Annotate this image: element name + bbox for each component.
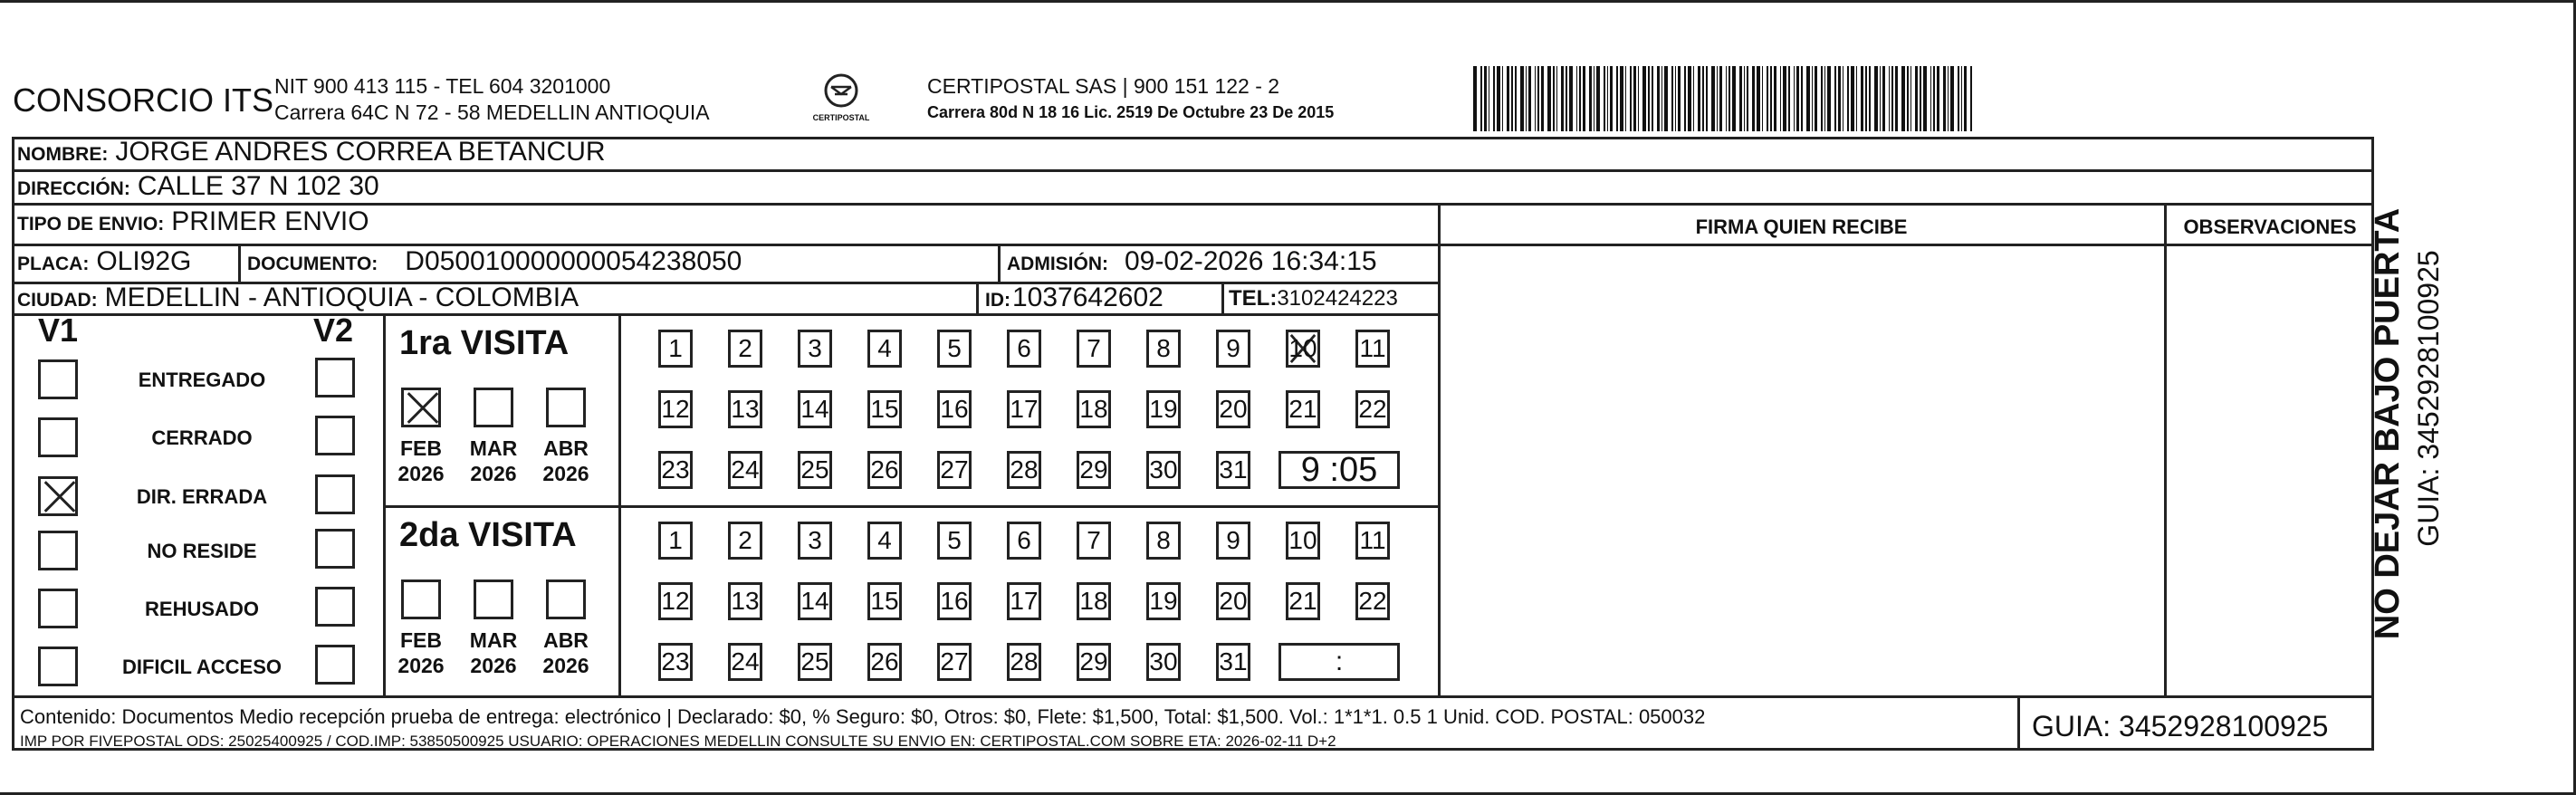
placa-row: [17, 246, 191, 277]
day-box[interactable]: 13: [728, 390, 762, 428]
month-checkbox[interactable]: [474, 388, 513, 427]
tel-value: 3102424223: [1277, 286, 1398, 311]
day-box[interactable]: 22: [1355, 390, 1390, 428]
day-box[interactable]: 20: [1216, 582, 1250, 620]
day-box[interactable]: 23: [658, 643, 693, 681]
footer-guia: GUIA: 3452928100925: [2032, 710, 2329, 742]
footer-imp-line: IMP POR FIVEPOSTAL ODS: 25025400925 / COD.IMP: 53850500925 USUARIO: OPERACIONES MEDELLIN CONSULTE SU ENVIO EN: CERTIPOSTAL.COM SOBRE ETA: 2026-02-11 D+2: [20, 733, 1336, 750]
ciudad-label: CIUDAD:: [17, 290, 98, 311]
day-box[interactable]: 6: [1007, 330, 1041, 368]
year-label: 2026: [397, 654, 445, 677]
status-label: REHUSADO: [145, 598, 259, 620]
v1-checkbox[interactable]: [38, 417, 78, 457]
admision-label: ADMISIÓN:: [1007, 254, 1108, 274]
day-box[interactable]: 17: [1007, 390, 1041, 428]
tel-label: TEL:: [1229, 286, 1278, 311]
v1-checkbox[interactable]: [38, 647, 78, 686]
day-box[interactable]: 16: [937, 582, 972, 620]
direccion-row: [17, 171, 379, 202]
company-info-line2: Carrera 64C N 72 - 58 MEDELLIN ANTIOQUIA: [274, 101, 710, 124]
month-checkbox[interactable]: [401, 579, 441, 619]
day-box[interactable]: 17: [1007, 582, 1041, 620]
day-box[interactable]: 3: [798, 522, 832, 560]
id-row: [985, 283, 1164, 313]
day-box[interactable]: 1: [658, 522, 693, 560]
v1-checkbox[interactable]: [38, 531, 78, 570]
year-label: 2026: [397, 462, 445, 485]
day-box[interactable]: 31: [1216, 643, 1250, 681]
logo-wordmark: CERTIPOSTAL: [812, 113, 870, 122]
day-box[interactable]: 29: [1077, 643, 1111, 681]
status-label: DIFICIL ACCESO: [121, 656, 282, 678]
day-box[interactable]: 31: [1216, 451, 1250, 489]
day-box[interactable]: 26: [867, 451, 902, 489]
placa-value: OLI92G: [96, 246, 192, 276]
day-box[interactable]: 28: [1007, 643, 1041, 681]
day-box[interactable]: 9: [1216, 330, 1250, 368]
month-label: MAR: [469, 628, 518, 652]
envelope-logo-icon: [823, 72, 859, 109]
side-warning: NO DEJAR BAJO PUERTA: [2369, 207, 2407, 640]
year-label: 2026: [542, 462, 589, 485]
day-box[interactable]: 11: [1355, 330, 1390, 368]
day-box[interactable]: 10: [1286, 522, 1320, 560]
tipo-envio-row: [17, 206, 369, 237]
month-label: ABR: [543, 436, 589, 460]
day-box[interactable]: 18: [1077, 390, 1111, 428]
v2-checkbox[interactable]: [315, 416, 355, 455]
month-checkbox[interactable]: [546, 388, 586, 427]
month-label: ABR: [543, 628, 589, 652]
v1-checkbox[interactable]: [38, 476, 78, 516]
time-box[interactable]: 9 :05: [1278, 451, 1400, 489]
day-box[interactable]: 5: [937, 522, 972, 560]
direccion-label: DIRECCIÓN:: [17, 178, 130, 199]
day-box[interactable]: 14: [798, 582, 832, 620]
day-box[interactable]: 2: [728, 330, 762, 368]
day-box[interactable]: 30: [1146, 451, 1181, 489]
placa-label: PLACA:: [17, 254, 90, 274]
carrier-info-line2: Carrera 80d N 18 16 Lic. 2519 De Octubre 23 De 2015: [927, 103, 1335, 121]
month-label: FEB: [400, 436, 442, 460]
month-checkbox[interactable]: [474, 579, 513, 619]
day-box[interactable]: 25: [798, 451, 832, 489]
tipo-envio-label: TIPO DE ENVIO:: [17, 214, 165, 235]
day-box[interactable]: 26: [867, 643, 902, 681]
day-box[interactable]: 8: [1146, 522, 1181, 560]
day-box[interactable]: 6: [1007, 522, 1041, 560]
v1-checkbox[interactable]: [38, 359, 78, 399]
day-box[interactable]: 20: [1216, 390, 1250, 428]
day-box[interactable]: 8: [1146, 330, 1181, 368]
documento-row: [247, 246, 742, 277]
month-label: MAR: [469, 436, 518, 460]
day-box[interactable]: 12: [658, 582, 693, 620]
year-label: 2026: [542, 654, 589, 677]
v1-checkbox[interactable]: [38, 589, 78, 628]
day-box[interactable]: 21: [1286, 390, 1320, 428]
day-box[interactable]: 19: [1146, 390, 1181, 428]
day-number: 10: [1288, 334, 1317, 362]
day-box[interactable]: 9: [1216, 522, 1250, 560]
year-label: 2026: [470, 654, 517, 677]
documento-value: D050010000000054238050: [405, 246, 742, 276]
day-box[interactable]: 1: [658, 330, 693, 368]
day-box[interactable]: 19: [1146, 582, 1181, 620]
day-box[interactable]: 24: [728, 451, 762, 489]
day-box[interactable]: 27: [937, 451, 972, 489]
status-label: NO RESIDE: [147, 540, 257, 562]
visit-title: 1ra VISITA: [399, 324, 570, 362]
company-info-line1: NIT 900 413 115 - TEL 604 3201000: [274, 74, 611, 98]
admision-value: 09-02-2026 16:34:15: [1125, 246, 1377, 276]
day-box[interactable]: 4: [867, 330, 902, 368]
month-checkbox[interactable]: [546, 579, 586, 619]
day-box[interactable]: 21: [1286, 582, 1320, 620]
ciudad-row: [17, 283, 579, 313]
day-box[interactable]: 18: [1077, 582, 1111, 620]
month-label: FEB: [400, 628, 442, 652]
day-box[interactable]: 15: [867, 390, 902, 428]
month-checkbox[interactable]: [401, 388, 441, 427]
year-label: 2026: [470, 462, 517, 485]
company-name: CONSORCIO ITS: [13, 81, 274, 119]
admision-row: [1007, 246, 1377, 277]
v1-header: V1: [38, 311, 79, 349]
day-box[interactable]: 4: [867, 522, 902, 560]
v2-header: V2: [313, 311, 354, 349]
day-box[interactable]: 22: [1355, 582, 1390, 620]
tipo-envio-value: PRIMER ENVIO: [171, 206, 369, 236]
day-box[interactable]: 30: [1146, 643, 1181, 681]
nombre-row: [17, 137, 606, 168]
day-box[interactable]: 16: [937, 390, 972, 428]
status-label: DIR. ERRADA: [136, 485, 268, 508]
day-box[interactable]: 25: [798, 643, 832, 681]
observaciones-header: OBSERVACIONES: [2183, 216, 2357, 238]
day-box[interactable]: 14: [798, 390, 832, 428]
id-value: 1037642602: [1012, 283, 1164, 312]
day-box[interactable]: 13: [728, 582, 762, 620]
day-box[interactable]: 29: [1077, 451, 1111, 489]
nombre-label: NOMBRE:: [17, 144, 109, 165]
tel-row: [1229, 286, 1398, 311]
v2-checkbox[interactable]: [315, 645, 355, 685]
direccion-value: CALLE 37 N 102 30: [137, 171, 379, 201]
day-box[interactable]: 2: [728, 522, 762, 560]
day-box[interactable]: 28: [1007, 451, 1041, 489]
certipostal-logo: [811, 72, 871, 127]
day-box[interactable]: 3: [798, 330, 832, 368]
day-box[interactable]: 5: [937, 330, 972, 368]
footer-content-line: Contenido: Documentos Medio recepción prueba de entrega: electrónico | Declarado: $0, % Seguro: $0, Otros: $0, Flete: $1,500, Total: $1,500. Vol.: 1*1*1. 0.5 1 Unid. COD. POSTAL: 050032: [20, 705, 1706, 728]
status-label: ENTREGADO: [138, 369, 266, 391]
visit-title: 2da VISITA: [399, 516, 577, 554]
day-box[interactable]: [1286, 330, 1320, 368]
nombre-value: JORGE ANDRES CORREA BETANCUR: [115, 137, 606, 167]
carrier-info-line1: CERTIPOSTAL SAS | 900 151 122 - 2: [927, 74, 1280, 98]
day-box[interactable]: 7: [1077, 522, 1111, 560]
day-box[interactable]: 12: [658, 390, 693, 428]
day-box[interactable]: 27: [937, 643, 972, 681]
firma-header: FIRMA QUIEN RECIBE: [1695, 216, 1908, 238]
day-box[interactable]: 11: [1355, 522, 1390, 560]
id-label: ID:: [985, 290, 1010, 311]
status-label: CERRADO: [151, 426, 253, 449]
barcode: [1473, 66, 2193, 131]
day-box[interactable]: 24: [728, 643, 762, 681]
side-guia: GUIA: 3452928100925: [2412, 250, 2445, 547]
day-box[interactable]: 23: [658, 451, 693, 489]
day-box[interactable]: 15: [867, 582, 902, 620]
documento-label: DOCUMENTO:: [247, 254, 378, 274]
time-box[interactable]: :: [1278, 643, 1400, 681]
v2-checkbox[interactable]: [315, 587, 355, 627]
v2-checkbox[interactable]: [315, 474, 355, 514]
v2-checkbox[interactable]: [315, 529, 355, 569]
v2-checkbox[interactable]: [315, 358, 355, 398]
ciudad-value: MEDELLIN - ANTIOQUIA - COLOMBIA: [104, 283, 579, 312]
day-box[interactable]: 7: [1077, 330, 1111, 368]
